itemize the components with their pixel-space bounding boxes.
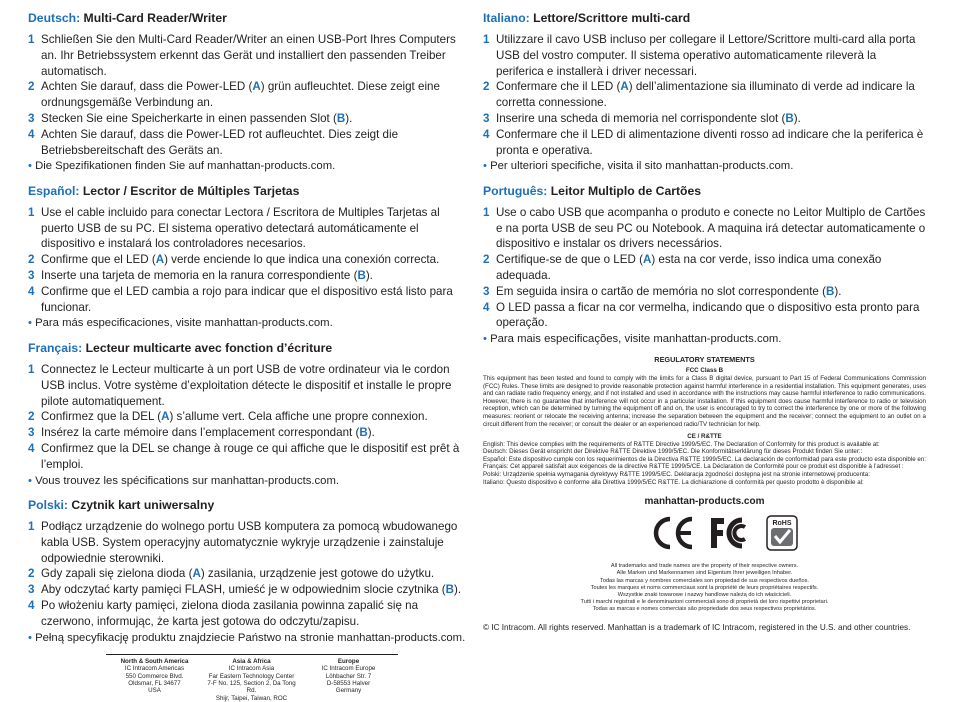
office-address	[106, 655, 203, 702]
step-segment: Inserte una tarjeta de memoria en la ranura correspondiente (	[41, 269, 358, 283]
step-segment: Utilizzare il cavo USB incluso per collegare il Lettore/Scrittore multi-card alla porta USB del vostro computer. Il sistema operativo automaticamente rileverà la periferica e installerà i driver necessari.	[496, 33, 916, 78]
trademark-line: Tutti i marchi registrati e le denominazioni commerciali sono di proprietà dei loro rispettivi proprietari.	[580, 599, 829, 606]
trademark-line: Todas las marcas y nombres comerciales son propiedad de sus respectivos dueños.	[600, 577, 809, 584]
language-section	[28, 183, 470, 332]
language-label: Español:	[28, 183, 80, 198]
step-number: 2	[483, 80, 490, 94]
office-line: IC Intracom Americas	[124, 665, 185, 673]
callout-letter: A	[161, 410, 170, 424]
office-address	[300, 655, 397, 702]
bullet-icon: •	[28, 160, 36, 173]
step-item	[28, 566, 470, 582]
spec-note-text: Para más especificaciones, visite manhattan-products.com.	[35, 317, 333, 330]
office-heading: Europe	[337, 658, 360, 666]
step-number: 3	[28, 269, 35, 283]
office-address	[203, 655, 300, 702]
callout-letter: A	[642, 253, 652, 267]
ce-line: English: This device complies with the requirements of R&TTE Directive 1999/5/EC. The Declaration of Conformity for this product is available at:	[483, 440, 880, 448]
step-segment: ) verde enciende lo que indica una conexión correcta.	[164, 253, 440, 267]
step-item	[28, 205, 470, 252]
step-item	[28, 441, 470, 473]
section-title	[483, 10, 926, 26]
step-number: 3	[28, 583, 35, 597]
language-label: Italiano:	[483, 11, 530, 25]
ce-line: Italiano: Questo dispositivo è conforme alla Direttiva 1999/5/EC R&TTE. La dichiarazione di conformità per questo prodotto è disponibile al:	[483, 478, 864, 486]
office-line: Far Eastern Technology Center	[208, 672, 295, 680]
ce-line: Polski: Urządzenie spełnia wymagania dyrektywy R&TTE 1999/5/EC. Deklaracja zgodności dostępna jest na stronie internetowej producenta:	[483, 471, 870, 479]
step-segment: ).	[454, 583, 462, 597]
product-title: Multi-Card Reader/Writer	[83, 11, 227, 25]
language-section	[28, 340, 470, 489]
step-number: 1	[28, 205, 35, 219]
step-number: 3	[483, 111, 490, 125]
step-text	[41, 268, 470, 284]
language-section	[28, 10, 470, 175]
step-segment: Aby odczytać karty pamięci FLASH, umieść je w odpowiednim slocie czytnika (	[41, 583, 446, 597]
bullet-icon: •	[28, 317, 36, 330]
step-number: 4	[28, 599, 35, 613]
right-instructions	[483, 10, 926, 348]
step-text	[496, 205, 926, 252]
step-item	[28, 519, 470, 566]
product-title: Lector / Escritor de Múltiples Tarjetas	[82, 183, 300, 198]
step-number: 3	[28, 426, 35, 440]
office-line: D-58553 Halver	[326, 680, 371, 687]
step-list	[28, 362, 470, 473]
step-item	[28, 32, 470, 79]
step-number: 1	[28, 33, 35, 46]
spec-note-text: Pełną specyfikację produktu znajdziecie Państwo na stronie manhattan-products.com.	[35, 631, 466, 644]
office-line: Germany	[335, 687, 362, 695]
section-title	[28, 340, 470, 356]
trademark-line: Todas as marcas e nomes comerciais são propriedade dos seus respectivos proprietários.	[592, 606, 817, 613]
step-item	[483, 205, 926, 252]
office-line: 7-F No. 125, Section 2, Da Tong Rd.	[207, 680, 296, 695]
product-title: Leitor Multiplo de Cartões	[550, 183, 702, 198]
step-text	[496, 127, 926, 159]
callout-letter: A	[252, 80, 261, 94]
bullet-icon: •	[483, 333, 491, 346]
callout-letter: B	[336, 111, 346, 125]
trademark-notes	[483, 563, 926, 613]
step-segment: ) zasilania, urządzenie jest gotowe do użytku.	[200, 567, 435, 581]
step-segment: Stecken Sie eine Speicherkarte in einen passenden Slot (	[41, 111, 337, 125]
step-list	[28, 32, 470, 158]
step-text	[41, 362, 470, 409]
step-number: 4	[483, 127, 490, 141]
step-item	[28, 268, 470, 284]
step-text	[496, 252, 926, 284]
spec-note	[28, 474, 470, 490]
ce-heading: CE / R&TTE	[687, 433, 722, 441]
trademark-line: Wszystkie znaki towarowe i nazwy handlowe należą do ich właścicieli.	[617, 592, 792, 599]
step-text	[41, 32, 470, 79]
step-segment: Podłącz urządzenie do wolnego portu USB komputera za pomocą wbudowanego kabla USB. System operacyjny automatycznie wykryje urządzenie i zainstaluje odpowiednie sterowniki.	[41, 520, 458, 565]
step-number: 1	[28, 362, 35, 376]
fcc-text: This equipment has been tested and found to comply with the limits for a Class B digital device, pursuant to Part 15 of Federal Communications Commission (FCC) Rules. These limits are designed to provide reasonable protection against harmful interference in a residential installation. This equipment generates, uses and can radiate radio frequency energy, and if not installed and used in accordance with the instructions may cause harmful interference to radio communications. However, there is no guarantee that interference will not occur in a particular installation. If this equipment does cause harmful interference to radio or television reception, which can be determined by turning the equipment off and on, the user is encouraged to try to correct the interference by one or more of the following measures: reorient or relocate the receiving antenna; increase the separation between the equipment and the receiver; connect the equipment to an outlet on a circuit different from the receiver; or consult the dealer or an experienced radio/TV technician for help.	[483, 374, 926, 428]
callout-letter: A	[620, 80, 629, 94]
step-text	[41, 566, 470, 582]
step-text	[41, 205, 470, 252]
step-segment: Po włożeniu karty pamięci, zielona dioda zasilania powinna zapalić się na czerwono, informując, że karta jest gotowa do odczytu/zapisu.	[41, 599, 419, 628]
step-number: 4	[28, 284, 35, 298]
language-section	[28, 497, 470, 646]
step-item	[28, 362, 470, 409]
language-label: Português:	[483, 183, 548, 198]
step-list	[483, 205, 926, 331]
trademark-line: Alle Marken und Markennamen sind Eigentum Ihrer jeweiligen Inhaber.	[616, 570, 793, 577]
step-text	[496, 300, 926, 332]
step-text	[41, 425, 470, 441]
bullet-icon: •	[28, 474, 36, 487]
office-line: Shijr, Taipei, Taiwan, ROC	[215, 694, 288, 702]
spec-note-text: Vous trouvez les spécifications sur manhattan-products.com.	[35, 474, 340, 487]
callout-letter: A	[155, 253, 165, 267]
rohs-mark-icon	[766, 515, 798, 551]
language-label: Polski:	[28, 498, 68, 513]
regulatory-statements	[483, 356, 926, 487]
step-segment: Inserire una scheda di memoria nel corrispondente slot (	[496, 111, 786, 125]
step-item	[483, 127, 926, 159]
step-segment: ).	[793, 111, 801, 125]
step-segment: O LED passa a ficar na cor vermelha, indicando que o dispositivo esta pronto para operação.	[496, 300, 920, 330]
website-url: manhattan-products.com	[644, 496, 765, 508]
step-text	[41, 409, 470, 425]
step-text	[41, 252, 470, 268]
step-number: 3	[483, 284, 490, 298]
callout-letter: B	[785, 111, 794, 125]
product-title: Czytnik kart uniwersalny	[71, 498, 215, 513]
ce-line: Deutsch: Dieses Gerät enspricht der Direktive R&TTE Direktive 1999/5/EC. Die Konformitätserklärung für dieses Produkt finden Sie unter::	[483, 448, 863, 456]
bullet-icon: •	[483, 160, 491, 173]
step-segment: ) s’allume vert. Cela affiche une propre connexion.	[169, 410, 428, 424]
ce-line: Français: Cet appareil satisfait aux exigences de la directive R&TTE 1999/5/CE. La Déclaration de Conformité pour ce produit est disponible à l’adresset :	[483, 463, 904, 471]
office-heading: Asia & Africa	[232, 658, 271, 666]
step-text	[41, 582, 470, 598]
section-title	[483, 183, 926, 199]
step-segment: ).	[365, 269, 373, 283]
step-item	[28, 409, 470, 425]
step-number: 2	[28, 253, 35, 267]
step-text	[496, 111, 926, 127]
step-item	[28, 111, 470, 127]
step-number: 1	[483, 33, 490, 46]
spec-note	[28, 316, 470, 332]
step-item	[483, 111, 926, 127]
step-segment: ).	[345, 111, 353, 125]
step-segment: ).	[834, 284, 842, 298]
step-segment: Use o cabo USB que acompanha o produto e conecte no Leitor Multiplo de Cartões e na porta USB de seu PC ou Notebook. A maquina irá detectar automaticamente o dispositivo e instalar os drivers necessários.	[496, 205, 926, 251]
step-number: 3	[28, 111, 35, 125]
step-number: 2	[28, 567, 35, 581]
trademark-line: Toutes les marques et noms commerciaux sont la propriété de leurs propriétaires respectifs.	[590, 584, 819, 591]
step-number: 4	[28, 441, 35, 455]
step-item	[483, 79, 926, 111]
office-line: Löhbacher Str. 7	[325, 672, 372, 680]
callout-letter: B	[359, 426, 368, 440]
step-number: 4	[483, 300, 490, 314]
step-text	[41, 441, 470, 473]
office-line: Oldsmar, FL 34677	[128, 680, 181, 687]
office-line: USA	[148, 687, 161, 695]
spec-note-text: Die Spezifikationen finden Sie auf manhattan-products.com.	[35, 160, 336, 173]
office-line: IC Intracom Europe	[321, 665, 376, 673]
product-title: Lecteur multicarte avec fonction d’écriture	[85, 340, 333, 355]
product-title: Lettore/Scrittore multi-card	[533, 11, 691, 25]
certification-logos	[521, 515, 926, 551]
step-item	[28, 425, 470, 441]
step-text	[41, 111, 470, 127]
callout-letter: B	[357, 269, 366, 283]
callout-letter: A	[192, 567, 201, 581]
bullet-icon: •	[28, 631, 36, 644]
spec-note	[28, 159, 470, 175]
step-list	[28, 519, 470, 630]
step-number: 1	[483, 205, 490, 219]
step-segment: Certifique-se de que o LED (	[496, 253, 643, 267]
step-segment: ) esta na cor verde, isso indica uma conexão adequada.	[496, 253, 882, 283]
step-item	[28, 252, 470, 268]
language-section	[483, 10, 926, 175]
office-line: IC Intracom Asia	[228, 665, 275, 673]
section-title	[28, 183, 470, 199]
section-title	[28, 497, 470, 513]
step-segment: ) grün aufleuchtet. Diese zeigt eine ordnungsgemäße Verbindung an.	[41, 80, 440, 110]
spec-note-text: Para mais especificações, visite manhattan-products.com.	[490, 333, 782, 346]
trademark-line: All trademarks and trade names are the property of their respective owners.	[610, 563, 799, 570]
section-title	[28, 10, 470, 26]
step-segment: Confermare che il LED (	[496, 80, 621, 94]
step-text	[41, 284, 470, 316]
step-segment: Confermare che il LED di alimentazione diventi rosso ad indicare che la periferica è pronta e operativa.	[496, 127, 924, 157]
step-list	[483, 32, 926, 158]
step-item	[28, 582, 470, 598]
step-number: 2	[28, 410, 35, 424]
step-text	[496, 32, 926, 79]
step-text	[496, 284, 926, 300]
step-segment: Confirmez que la DEL (	[41, 410, 162, 424]
fcc-heading: FCC Class B	[685, 367, 724, 375]
step-segment: Gdy zapali się zielona dioda (	[41, 567, 193, 581]
step-item	[28, 598, 470, 630]
step-item	[28, 127, 470, 159]
spec-note	[28, 631, 470, 647]
step-segment: Schließen Sie den Multi-Card Reader/Writer an einen USB-Port Ihres Computers an. Ihr Betriebssystem erkennt das Gerät und installiert den passenden Treiber automatisch.	[41, 33, 456, 78]
step-segment: Em seguida insira o cartão de memória no slot correspondente (	[496, 284, 826, 298]
step-segment: Confirme que el LED (	[41, 253, 156, 267]
step-item	[28, 284, 470, 316]
callout-letter: B	[825, 284, 835, 298]
step-text	[41, 79, 470, 111]
language-label: Français:	[28, 340, 83, 355]
step-text	[41, 598, 470, 630]
office-addresses	[106, 654, 398, 702]
step-item	[483, 32, 926, 79]
step-segment: Connectez le Lecteur multicarte à un port USB de votre ordinateur via le cordon USB inclus. Votre système d’exploitation détecte le dispositif et installe le propre pilote automatiquement.	[41, 362, 452, 408]
step-segment: Insérez la carte mémoire dans l’emplacement correspondant (	[41, 426, 360, 440]
step-text	[41, 519, 470, 566]
regulatory-title: REGULATORY STATEMENTS	[654, 354, 755, 364]
left-column	[28, 10, 470, 702]
step-number: 2	[483, 253, 490, 267]
step-text	[41, 127, 470, 159]
office-line: 550 Commerce Blvd.	[125, 672, 184, 680]
step-item	[483, 300, 926, 332]
step-number: 1	[28, 520, 35, 534]
step-segment: Achten Sie darauf, dass die Power-LED rot aufleuchtet. Dies zeigt die Betriebsbereitschaft des Geräts an.	[41, 127, 399, 157]
language-section	[483, 183, 926, 348]
language-label: Deutsch:	[28, 11, 81, 25]
ce-mark-icon	[650, 515, 696, 551]
office-heading: North & South America	[120, 658, 189, 666]
spec-note	[483, 332, 926, 348]
ce-line: Español: Este dispositivo cumple con los requerimientos de la Directiva R&TTE 1999/5/EC. La declaración de conformidad para este producto esta disponible en:	[483, 455, 926, 463]
step-item	[483, 252, 926, 284]
ce-statements	[483, 441, 926, 487]
step-number: 4	[28, 127, 35, 141]
step-number: 2	[28, 80, 35, 94]
fcc-mark-icon	[708, 515, 754, 551]
rohs-label: RoHS	[771, 520, 792, 528]
spec-note	[483, 159, 926, 175]
step-item	[483, 284, 926, 300]
right-column	[483, 10, 926, 633]
step-segment: ).	[367, 426, 375, 440]
step-list	[28, 205, 470, 316]
step-segment: Use el cable incluido para conectar Lectora / Escritora de Multiples Tarjetas al puerto USB de su PC. El sistema operativo detectará automáticamente el dispositivo e instalará los controladores necesarios.	[41, 205, 440, 251]
callout-letter: B	[445, 583, 455, 597]
copyright: © IC Intracom. All rights reserved. Manhattan is a trademark of IC Intracom, registered in the U.S. and other countries.	[483, 622, 911, 632]
step-item	[28, 79, 470, 111]
spec-note-text: Per ulteriori specifiche, visita il sito manhattan-products.com.	[490, 160, 794, 173]
step-segment: Confirmez que la DEL se change à rouge ce qui affiche que le dispositif est prêt à l’emploi.	[41, 441, 460, 471]
step-text	[496, 79, 926, 111]
step-segment: Achten Sie darauf, dass die Power-LED (	[41, 80, 253, 94]
step-segment: Confirme que el LED cambia a rojo para indicar que el dispositivo está listo para funcionar.	[41, 284, 453, 314]
step-segment: ) dell’alimentazione sia illuminato di verde ad indicare la corretta connessione.	[496, 80, 915, 110]
